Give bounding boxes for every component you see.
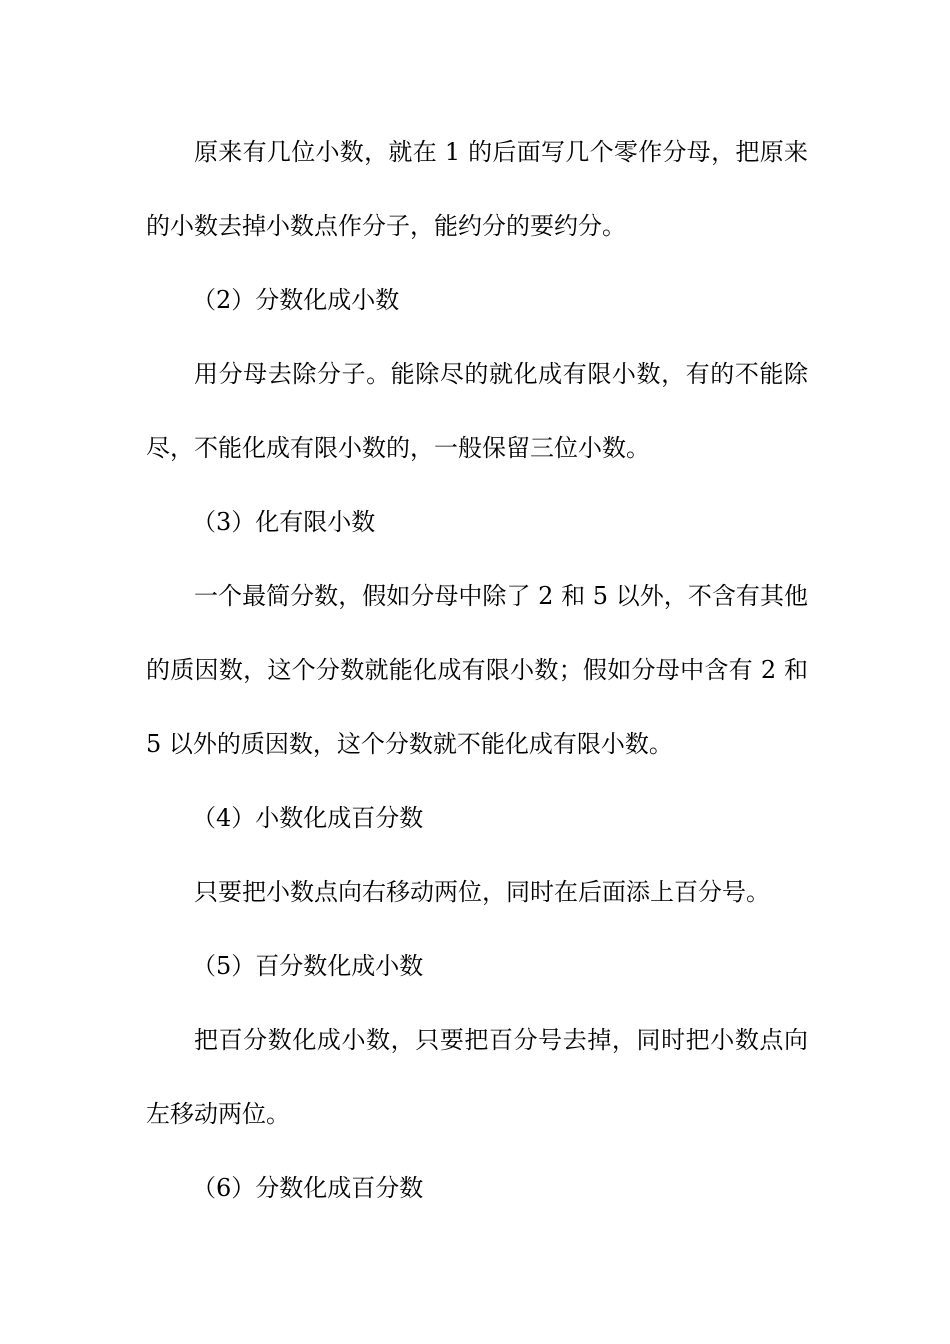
document-body (146, 115, 808, 1225)
section-heading-2: （2）分数化成小数 (192, 286, 400, 314)
section-heading-6: （6）分数化成百分数 (192, 1174, 424, 1202)
body-paragraph: 只要把小数点向右移动两位，同时在后面添上百分号。 (194, 878, 770, 906)
body-paragraph: 一个最简分数，假如分母中除了 2 和 5 以外，不含有其他的质因数，这个分数就能化成有限小数；假如分母中含有 2 和 5 以外的质因数，这个分数就不能化成有限小数。 (146, 582, 808, 758)
section-heading-3: （3）化有限小数 (192, 508, 376, 536)
body-paragraph: 用分母去除分子。能除尽的就化成有限小数，有的不能除尽，不能化成有限小数的，一般保留三位小数。 (146, 360, 808, 462)
section-heading-4: （4）小数化成百分数 (192, 804, 424, 832)
section-heading-5: （5）百分数化成小数 (192, 952, 424, 980)
body-paragraph: 原来有几位小数，就在 1 的后面写几个零作分母，把原来的小数去掉小数点作分子，能约分的要约分。 (146, 138, 808, 240)
body-paragraph: 把百分数化成小数，只要把百分号去掉，同时把小数点向左移动两位。 (146, 1026, 808, 1128)
